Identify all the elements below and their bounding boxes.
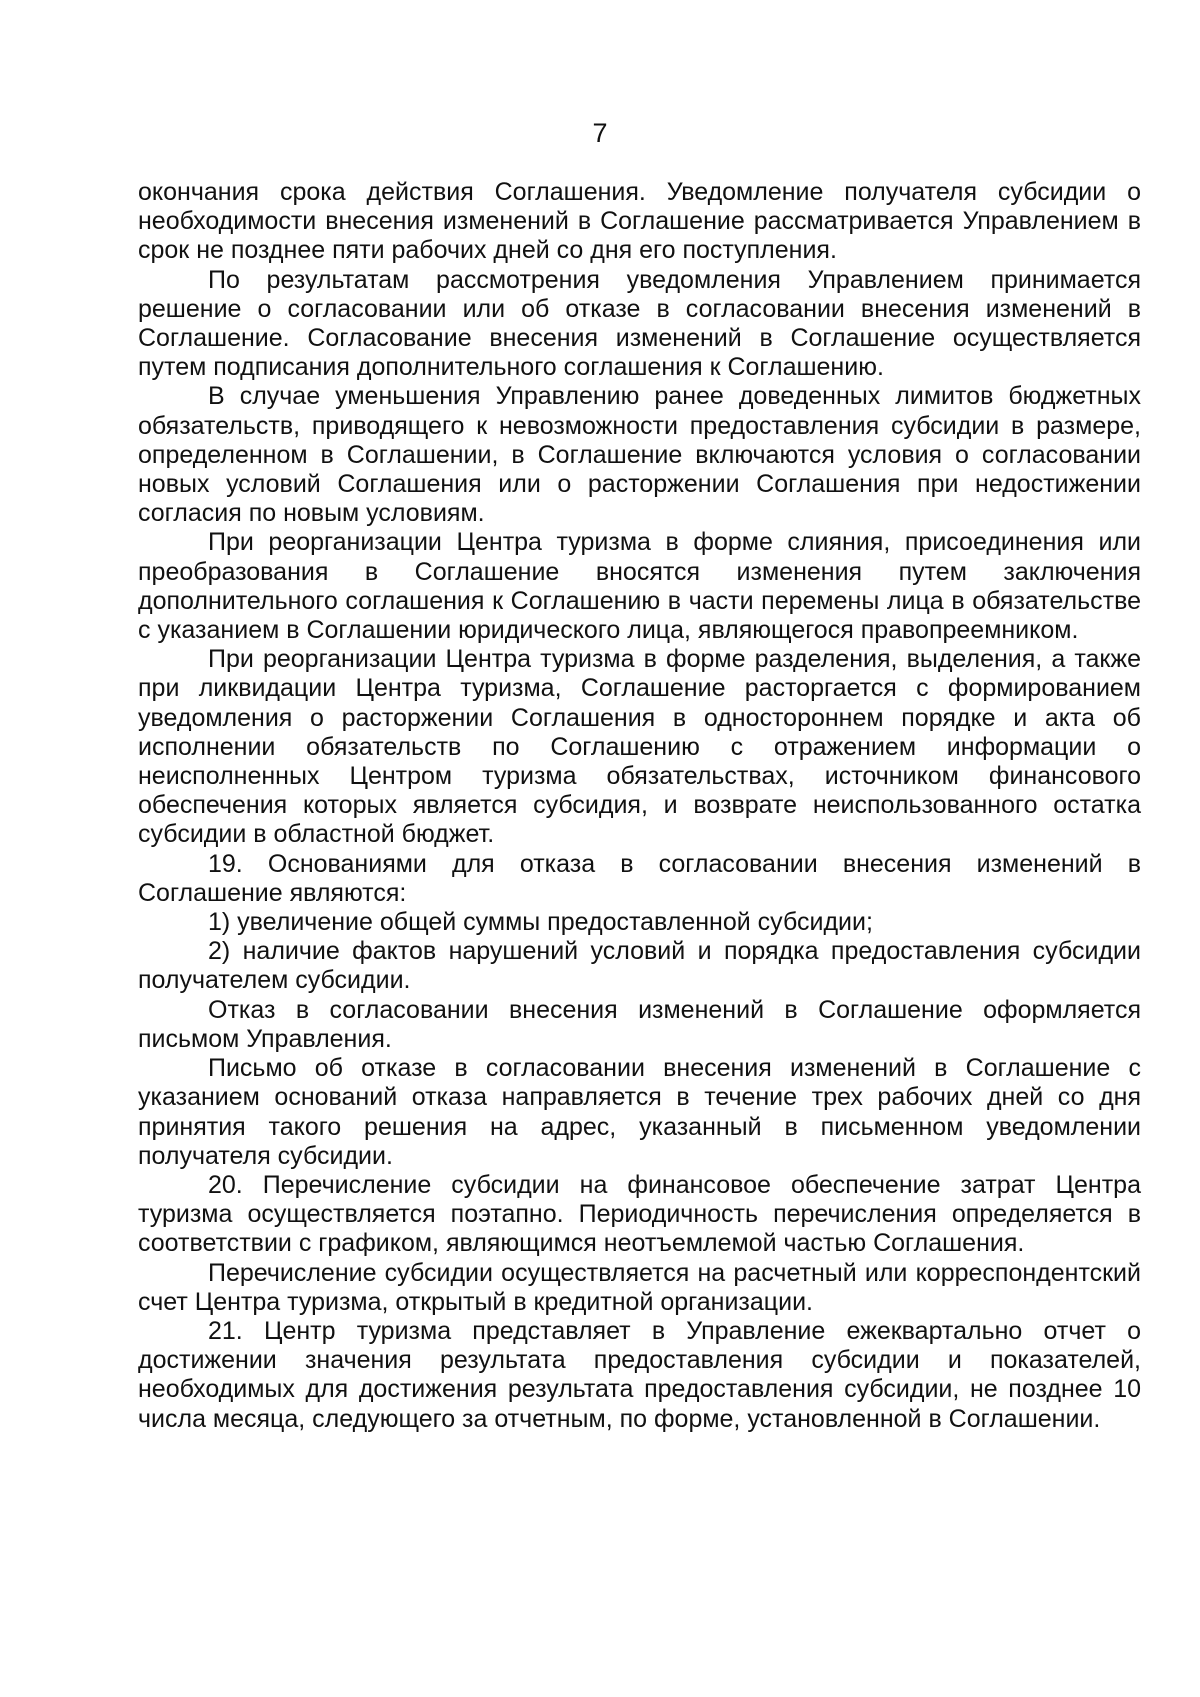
paragraph: окончания срока действия Соглашения. Уведомление получателя субсидии о необходимости внесения изменений в Соглашение рассматривается Управлением в срок не позднее пяти рабочих дней со дня его поступления.: [138, 178, 1141, 265]
paragraph: 19. Основаниями для отказа в согласовании внесения изменений в Соглашение являются:: [138, 849, 1141, 907]
paragraph: Перечисление субсидии осуществляется на расчетный или корреспондентский счет Центра туризма, открытый в кредитной организации.: [138, 1258, 1141, 1316]
paragraph: 2) наличие фактов нарушений условий и порядка предоставления субсидии получателем субсидии.: [138, 937, 1141, 995]
page-number: 7: [592, 118, 608, 148]
paragraph: 20. Перечисление субсидии на финансовое обеспечение затрат Центра туризма осуществляется поэтапно. Периодичность перечисления определяется в соответствии с графиком, являющимся неотъемлемой частью Соглашения.: [138, 1170, 1141, 1258]
paragraph: 21. Центр туризма представляет в Управление ежеквартально отчет о достижении значения результата предоставления субсидии и показателей, необходимых для достижения результата предоставления субсидии, не позднее 10 числа месяца, следующего за отчетным, по форме, установленной в Соглашении.: [138, 1316, 1141, 1433]
paragraph: При реорганизации Центра туризма в форме слияния, присоединения или преобразования в Соглашение вносятся изменения путем заключения дополнительного соглашения к Соглашению в части перемены лица в обязательстве с указанием в Соглашении юридического лица, являющегося правопреемником.: [138, 528, 1141, 645]
paragraph: При реорганизации Центра туризма в форме разделения, выделения, а также при ликвидации Центра туризма, Соглашение расторгается с формированием уведомления о расторжении Соглашения в одностороннем порядке и акта об исполнении обязательств по Соглашению с отражением информации о неисполненных Центром туризма обязательствах, источником финансового обеспечения которых является субсидия, и возврате неиспользованного остатка субсидии в областной бюджет.: [138, 645, 1141, 849]
paragraph: Письмо об отказе в согласовании внесения изменений в Соглашение с указанием оснований отказа направляется в течение трех рабочих дней со дня принятия такого решения на адрес, указанный в письменном уведомлении получателя субсидии.: [138, 1054, 1141, 1170]
paragraph: По результатам рассмотрения уведомления Управлением принимается решение о согласовании или об отказе в согласовании внесения изменений в Соглашение. Согласование внесения изменений в Соглашение осуществляется путем подписания дополнительного соглашения к Соглашению.: [138, 265, 1141, 382]
paragraph: Отказ в согласовании внесения изменений в Соглашение оформляется письмом Управления.: [138, 995, 1141, 1053]
document-body: [138, 178, 1141, 1434]
paragraph: 1) увеличение общей суммы предоставленной субсидии;: [208, 908, 873, 937]
paragraph: В случае уменьшения Управлению ранее доведенных лимитов бюджетных обязательств, приводящего к невозможности предоставления субсидии в размере, определенном в Соглашении, в Соглашение включаются условия о согласовании новых условий Соглашения или о расторжении Соглашения при недостижении согласия по новым условиям.: [138, 382, 1141, 528]
